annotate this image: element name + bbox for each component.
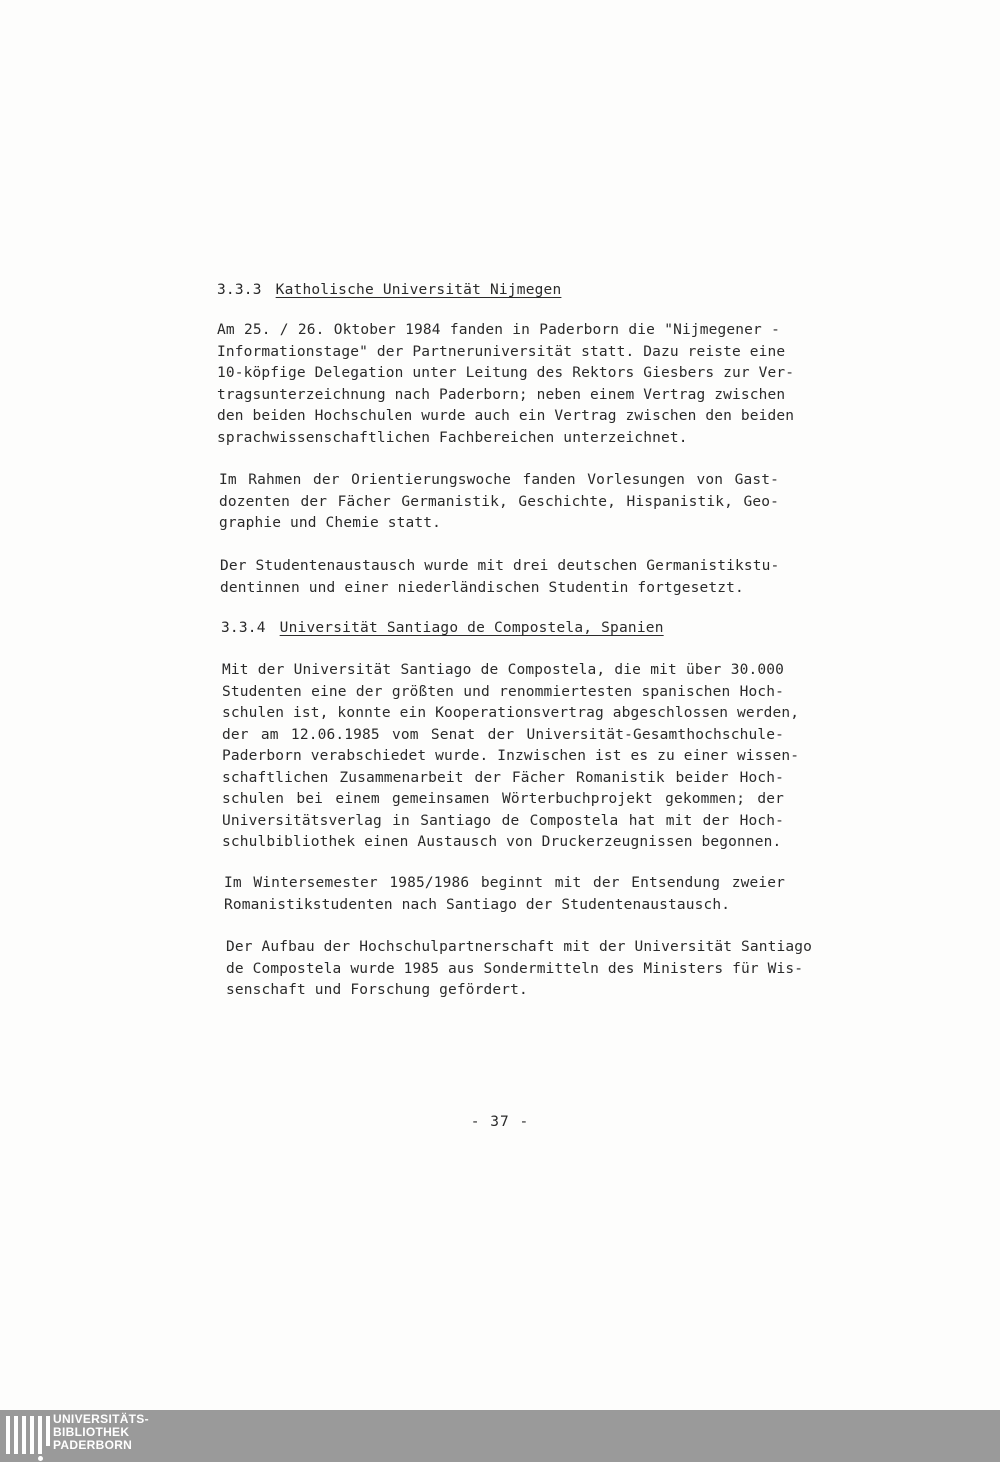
paragraph-334-1 bbox=[222, 660, 800, 854]
text-line: Romanistikstudenten nach Santiago der Studentenaustausch. bbox=[224, 896, 731, 913]
text-line: schulen ist, konnte ein Kooperationsvertrag abgeschlossen werden, bbox=[222, 705, 800, 721]
text-line: Mit der Universität Santiago de Compostela, die mit über 30.000 bbox=[222, 662, 784, 678]
paragraph-333-2 bbox=[219, 470, 779, 535]
section-title: Katholische Universität Nijmegen bbox=[275, 282, 562, 298]
text-line: graphie und Chemie statt. bbox=[219, 515, 441, 531]
text-line: schulbibliothek einen Austausch von Druckerzeugnissen begonnen. bbox=[222, 834, 782, 850]
logo-line: PADERBORN bbox=[53, 1438, 133, 1452]
text-line: schaftlichen Zusammenarbeit der Fächer Romanistik beider Hoch- bbox=[222, 769, 784, 786]
text-line: dozenten der Fächer Germanistik, Geschichte, Hispanistik, Geo- bbox=[219, 493, 779, 510]
section-title: Universität Santiago de Compostela, Spanien bbox=[279, 620, 664, 636]
logo-line: BIBLIOTHEK bbox=[53, 1425, 130, 1439]
text-line: dentinnen und einer niederländischen Studentin fortgesetzt. bbox=[220, 579, 744, 596]
paragraph-334-3 bbox=[226, 937, 813, 1002]
page-number: - 37 - bbox=[470, 1114, 530, 1130]
section-number: 3.3.4 bbox=[221, 620, 266, 636]
text-line: Universitätsverlag in Santiago de Compostela hat mit der Hoch- bbox=[222, 812, 784, 829]
text-line: tragsunterzeichnung nach Paderborn; neben einem Vertrag zwischen bbox=[217, 386, 786, 403]
text-line: Im Rahmen der Orientierungswoche fanden Vorlesungen von Gast- bbox=[219, 472, 779, 488]
text-line: schulen bei einem gemeinsamen Wörterbuchprojekt gekommen; der bbox=[222, 791, 784, 807]
text-line: Paderborn verabschiedet wurde. Inzwischen ist es zu einer wissen- bbox=[222, 748, 800, 764]
section-heading-333 bbox=[217, 282, 561, 298]
text-line: senschaft und Forschung gefördert. bbox=[226, 982, 528, 998]
section-heading-334 bbox=[221, 620, 664, 636]
paragraph-334-2 bbox=[224, 873, 785, 916]
text-line: Informationstage" der Partneruniversität statt. Dazu reiste eine bbox=[217, 343, 786, 360]
text-line: der am 12.06.1985 vom Senat der Universität-Gesamthochschule- bbox=[222, 726, 784, 743]
text-line: Studenten eine der größten und renommiertesten spanischen Hoch- bbox=[222, 683, 784, 700]
text-line: 10-köpfige Delegation unter Leitung des Rektors Giesbers zur Ver- bbox=[217, 365, 795, 381]
text-line: Im Wintersemester 1985/1986 beginnt mit der Entsendung zweier bbox=[224, 875, 785, 891]
text-line: Am 25. / 26. Oktober 1984 fanden in Paderborn die "Nijmegener - bbox=[217, 322, 780, 338]
section-number: 3.3.3 bbox=[217, 282, 262, 298]
text-line: Der Aufbau der Hochschulpartnerschaft mit der Universität Santiago bbox=[226, 939, 813, 955]
logo-line: UNIVERSITÄTS- bbox=[53, 1412, 149, 1426]
library-footer bbox=[0, 1410, 1000, 1462]
library-logo-text bbox=[53, 1413, 149, 1452]
paragraph-333-3 bbox=[220, 556, 779, 599]
text-line: de Compostela wurde 1985 aus Sondermitteln des Ministers für Wis- bbox=[226, 960, 804, 977]
text-line: Der Studentenaustausch wurde mit drei deutschen Germanistikstu- bbox=[220, 558, 780, 574]
text-line: sprachwissenschaftlichen Fachbereichen unterzeichnet. bbox=[217, 429, 688, 446]
paragraph-333-1 bbox=[217, 320, 795, 449]
library-logo-icon bbox=[0, 1416, 50, 1454]
logo-dot-icon bbox=[38, 1456, 43, 1461]
text-line: den beiden Hochschulen wurde auch ein Vertrag zwischen den beiden bbox=[217, 408, 795, 424]
